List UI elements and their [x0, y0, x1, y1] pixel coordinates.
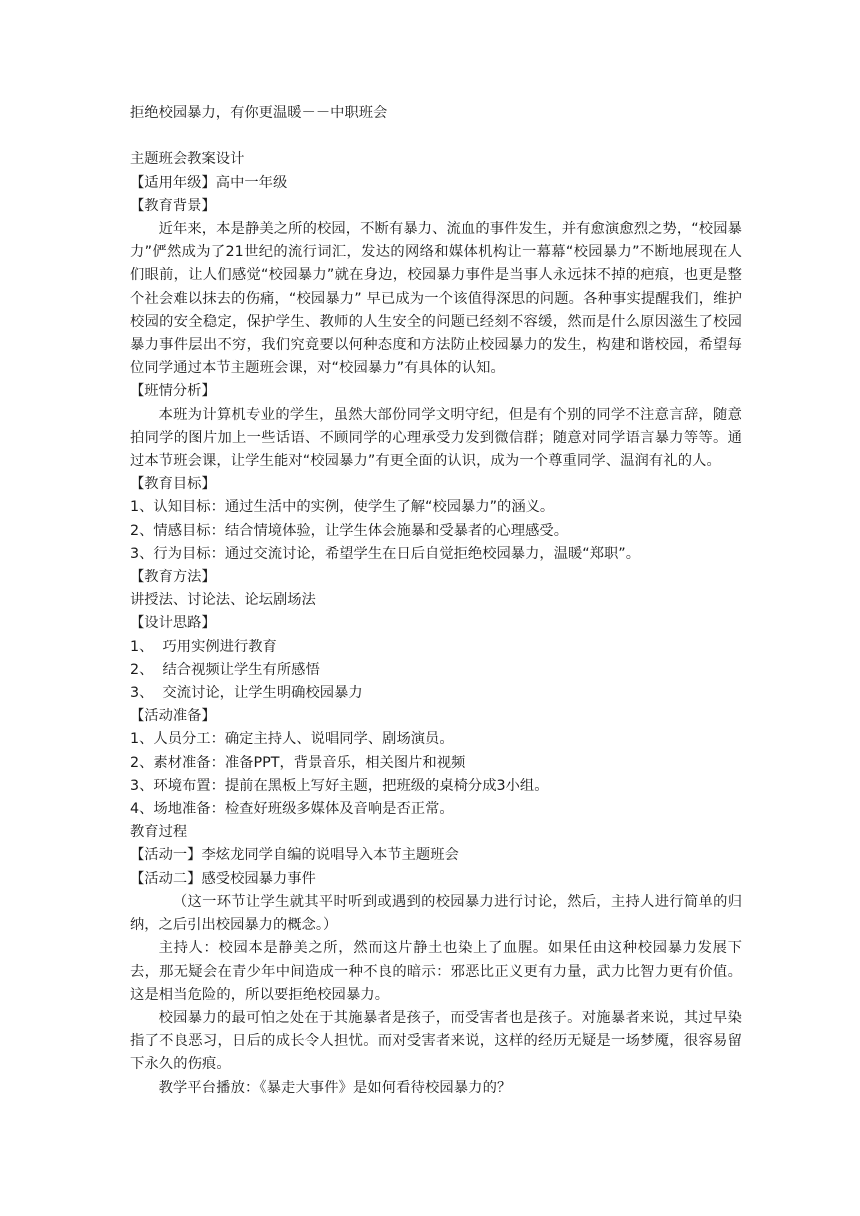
design-item: 1、 巧用实例进行教育: [130, 638, 277, 655]
design-item: 3、 交流讨论，让学生明确校园暴力: [130, 685, 363, 702]
document-title: 拒绝校园暴力，有你更温暖－－中职班会: [130, 105, 388, 121]
methods-text: 讲授法、讨论法、论坛剧场法: [130, 592, 316, 609]
prep-item: 4、场地准备：检查好班级多媒体及音响是否正常。: [130, 801, 454, 818]
activity-two: 【活动二】感受校园暴力事件: [130, 870, 316, 887]
grade-line: 【适用年级】高中一年级: [130, 174, 288, 191]
goal-item: 2、情感目标：结合情境体验，让学生体会施暴和受暴者的心理感受。: [130, 522, 568, 539]
prep-item: 2、素材准备：准备PPT，背景音乐，相关图片和视频: [130, 754, 466, 771]
document-page: [130, 102, 742, 1100]
methods-heading: 【教育方法】: [130, 569, 216, 586]
worst-paragraph: 校园暴力的最可怕之处在于其施暴者是孩子，而受害者也是孩子。对施暴者来说，其过早染指了不良恶习，日后的成长令人担忧。而对受害者来说，这样的经历无疑是一场梦魇，很容易留下永久的伤痕。: [130, 1009, 742, 1073]
host-paragraph: 主持人：校园本是静美之所，然而这片静土也染上了血腥。如果任由这种校园暴力发展下去，那无疑会在青少年中间造成一种不良的暗示：邪恶比正义更有力量，武力比智力更有价值。这是相当危险的，所以要拒绝校园暴力。: [130, 940, 742, 1003]
class-analysis-paragraph: 本班为计算机专业的学生，虽然大部份同学文明守纪，但是有个别的同学不注意言辞，随意拍同学的图片加上一些话语、不顾同学的心理承受力发到微信群；随意对同学语言暴力等等。通过本节班会课，让学生能对“校园暴力”有更全面的认识，成为一个尊重同学、温润有礼的人。: [130, 406, 742, 470]
class-analysis-heading: 【班情分析】: [130, 383, 216, 400]
prep-heading: 【活动准备】: [130, 708, 216, 725]
prep-item: 1、人员分工：确定主持人、说唱同学、剧场演员。: [130, 731, 454, 748]
document-subtitle: 主题班会教案设计: [130, 151, 245, 168]
goal-item: 3、行为目标：通过交流讨论，希望学生在日后自觉拒绝校园暴力，温暖“郑职”。: [130, 545, 640, 562]
design-heading: 【设计思路】: [130, 615, 216, 632]
process-heading: 教育过程: [130, 824, 188, 841]
background-paragraph: 近年来，本是静美之所的校园，不断有暴力、流血的事件发生，并有愈演愈烈之势，“校园暴力”俨然成为了21世纪的流行词汇，发达的网络和媒体机构让一幕幕“校园暴力”不断地展现在人们眼前，让人们感觉“校园暴力”就在身边，校园暴力事件是当事人永远抹不掉的疤痕，也更是整个社会难以抹去的伤痛，“校园暴力” 早已成为一个该值得深思的问题。各种事实提醒我们，维护校园的安全稳定，保护学生、教师的人生安全的问题已经刻不容缓，然而是什么原因滋生了校园暴力事件层出不穷，我们究竟要以何种态度和方法防止校园暴力的发生，构建和谐校园，希望每位同学通过本节主题班会课，对“校园暴力”有具体的认知。: [130, 221, 742, 377]
video-line: 教学平台播放：《暴走大事件》是如何看待校园暴力的？: [158, 1079, 512, 1096]
goal-item: 1、认知目标：通过生活中的实例，使学生了解“校园暴力”的涵义。: [130, 499, 555, 516]
activity-note: （这一环节让学生就其平时听到或遇到的校园暴力进行讨论，然后，主持人进行简单的归纳，之后引出校园暴力的概念。）: [130, 893, 742, 934]
prep-item: 3、环境布置：提前在黑板上写好主题，把班级的桌椅分成3小组。: [130, 777, 549, 794]
design-item: 2、 结合视频让学生有所感悟: [130, 661, 320, 678]
blank-line: [130, 125, 742, 148]
background-heading: 【教育背景】: [130, 197, 216, 214]
goals-heading: 【教育目标】: [130, 476, 216, 493]
activity-one: 【活动一】李炫龙同学自编的说唱导入本节主题班会: [130, 847, 459, 864]
